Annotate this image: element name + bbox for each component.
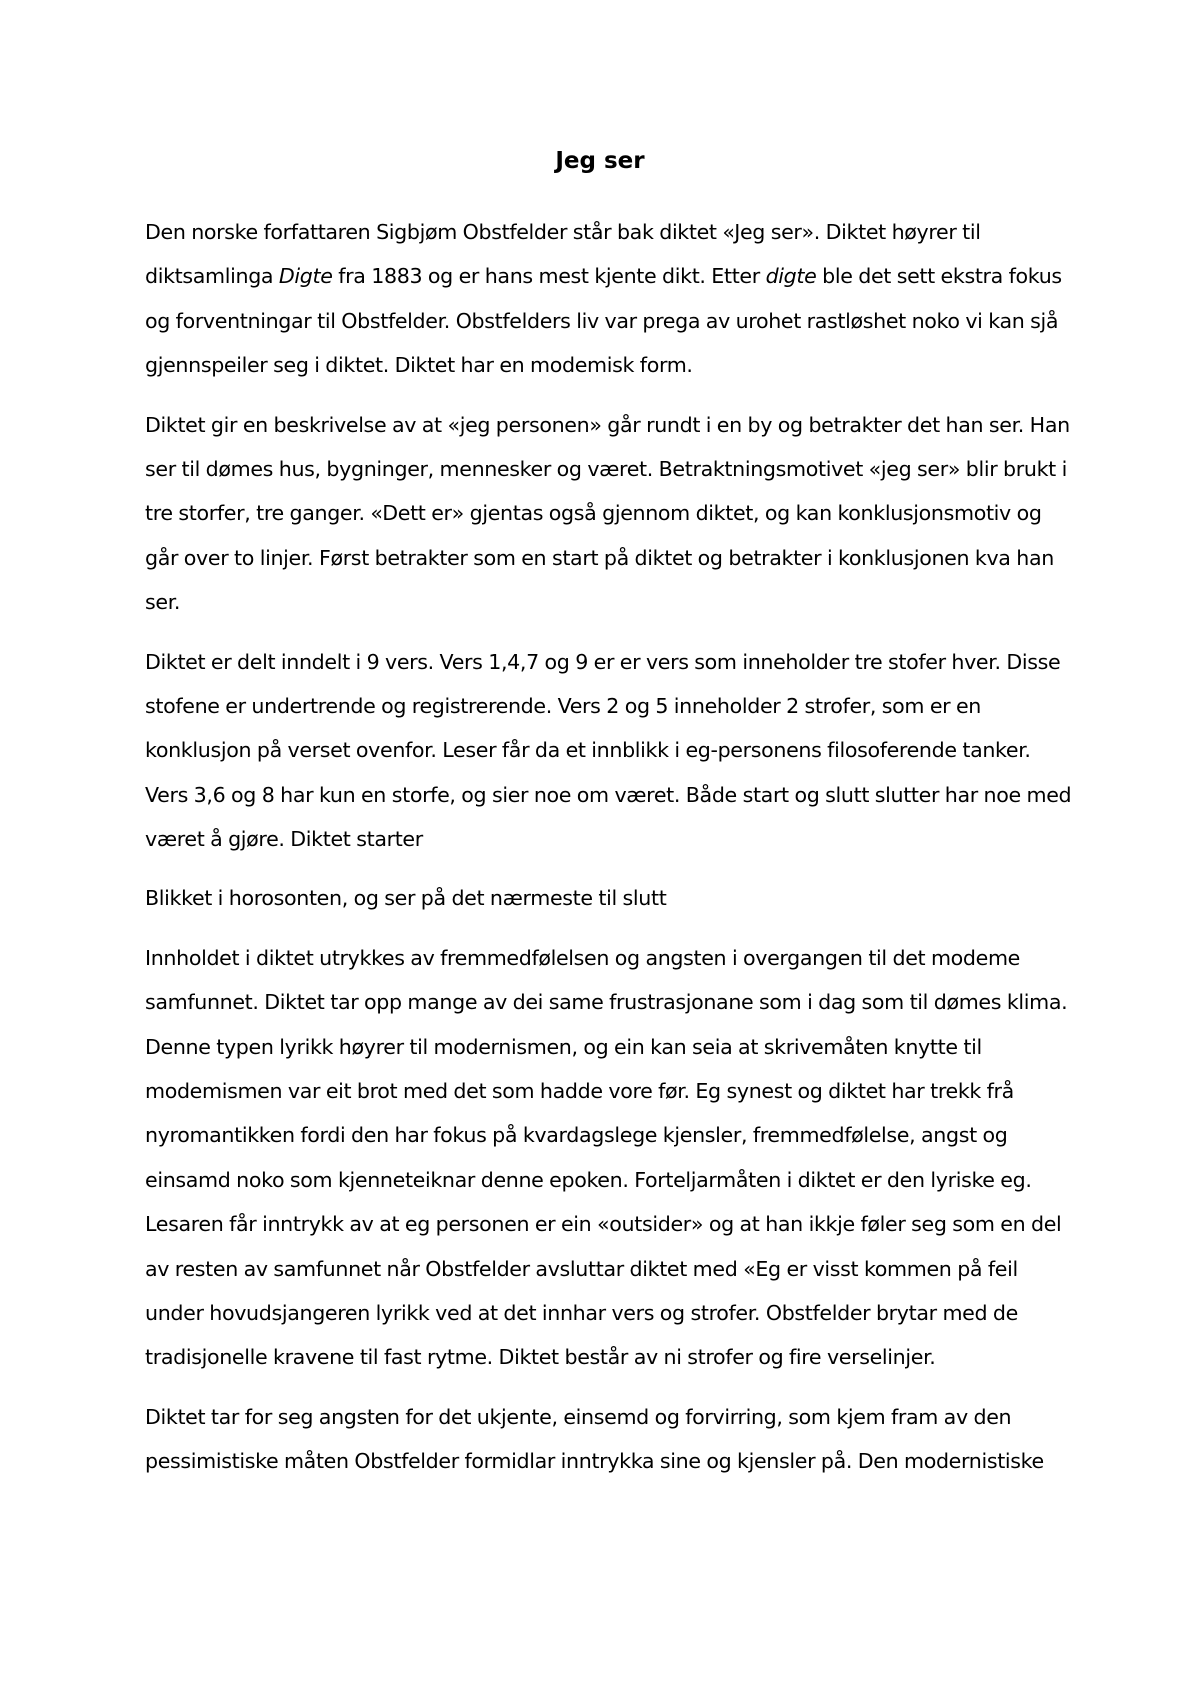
paragraph xyxy=(145,210,1070,388)
text-run: fra 1883 og er hans mest kjente dikt. Etter xyxy=(332,264,766,289)
text-line xyxy=(145,447,1070,491)
text-run: Denne typen lyrikk høyrer til modernismen, og ein kan seia at skrivemåten knytte til xyxy=(145,1034,982,1059)
text-line xyxy=(145,1113,1070,1157)
text-line xyxy=(145,343,1070,387)
text-run: tradisjonelle kravene til fast rytme. Diktet består av ni strofer og fire verselinjer. xyxy=(145,1345,936,1370)
text-line xyxy=(145,876,1070,920)
text-run: og forventningar til Obstfelder. Obstfelders liv var prega av urohet rastløshet noko vi kan sjå xyxy=(145,308,1059,333)
text-line xyxy=(145,536,1070,580)
text-run: nyromantikken fordi den har fokus på kvardagslege kjensler, fremmedfølelse, angst og xyxy=(145,1123,1008,1148)
text-run: Innholdet i diktet utrykkes av fremmedfølelsen og angsten i overgangen til det modeme xyxy=(145,945,1020,970)
paragraph xyxy=(145,936,1070,1380)
text-line xyxy=(145,980,1070,1024)
italic-title: digte xyxy=(765,264,817,289)
paragraph xyxy=(145,1395,1070,1484)
text-run: diktsamlinga xyxy=(145,264,279,289)
text-line xyxy=(145,1158,1070,1202)
text-run: samfunnet. Diktet tar opp mange av dei same frustrasjonane som i dag som til dømes klima. xyxy=(145,990,1068,1015)
paragraph xyxy=(145,876,1070,920)
text-run: under hovudsjangeren lyrikk ved at det innhar vers og strofer. Obstfelder brytar med de xyxy=(145,1300,1018,1325)
text-line xyxy=(145,254,1070,298)
text-run: einsamd noko som kjenneteiknar denne epoken. Forteljarmåten i diktet er den lyriske eg. xyxy=(145,1167,1032,1192)
text-run: modemismen var eit brot med det som hadde vore før. Eg synest og diktet har trekk frå xyxy=(145,1079,1014,1104)
text-run: Vers 3,6 og 8 har kun en storfe, og sier noe om været. Både start og slutt slutter har noe med xyxy=(145,782,1072,807)
text-line xyxy=(145,728,1070,772)
text-line xyxy=(145,1335,1070,1379)
text-line xyxy=(145,684,1070,728)
text-line xyxy=(145,1247,1070,1291)
text-run: pessimistiske måten Obstfelder formidlar inntrykka sine og kjensler på. Den modernistiske xyxy=(145,1449,1044,1474)
text-run: stofene er undertrende og registrerende. Vers 2 og 5 inneholder 2 strofer, som er en xyxy=(145,693,981,718)
text-run: gjennspeiler seg i diktet. Diktet har en modemisk form. xyxy=(145,353,693,378)
text-line xyxy=(145,1439,1070,1483)
text-run: ser til dømes hus, bygninger, mennesker og været. Betraktningsmotivet «jeg ser» blir brukt i xyxy=(145,456,1067,481)
text-run: Diktet tar for seg angsten for det ukjente, einsemd og forvirring, som kjem fram av den xyxy=(145,1404,1012,1429)
text-line xyxy=(145,1291,1070,1335)
text-line xyxy=(145,817,1070,861)
text-line xyxy=(145,1025,1070,1069)
text-run: Lesaren får inntrykk av at eg personen er ein «outsider» og at han ikkje føler seg som en del xyxy=(145,1212,1062,1237)
text-line xyxy=(145,403,1070,447)
text-run: tre storfer, tre ganger. «Dett er» gjentas også gjennom diktet, og kan konklusjonsmotiv og xyxy=(145,501,1042,526)
text-line xyxy=(145,491,1070,535)
text-line xyxy=(145,299,1070,343)
text-line xyxy=(145,936,1070,980)
text-run: av resten av samfunnet når Obstfelder avsluttar diktet med «Eg er visst kommen på feil xyxy=(145,1256,1018,1281)
text-run: konklusjon på verset ovenfor. Leser får da et innblikk i eg-personens filosoferende tanker. xyxy=(145,738,1031,763)
paragraph xyxy=(145,640,1070,862)
text-line xyxy=(145,210,1070,254)
text-line xyxy=(145,1069,1070,1113)
paragraph xyxy=(145,403,1070,625)
text-run: Blikket i horosonten, og ser på det nærmeste til slutt xyxy=(145,886,667,911)
text-line xyxy=(145,640,1070,684)
text-run: Diktet er delt inndelt i 9 vers. Vers 1,4,7 og 9 er er vers som inneholder tre stofer hver. Disse xyxy=(145,649,1061,674)
text-line xyxy=(145,773,1070,817)
text-run: går over to linjer. Først betrakter som en start på diktet og betrakter i konklusjonen kva han xyxy=(145,545,1054,570)
text-line xyxy=(145,1202,1070,1246)
text-run: ble det sett ekstra fokus xyxy=(816,264,1062,289)
text-run: været å gjøre. Diktet starter xyxy=(145,827,423,852)
text-line xyxy=(145,580,1070,624)
document-title: Jeg ser xyxy=(555,148,645,174)
text-run: Diktet gir en beskrivelse av at «jeg personen» går rundt i en by og betrakter det han ser. Han xyxy=(145,412,1070,437)
text-run: Den norske forfattaren Sigbjøm Obstfelder står bak diktet «Jeg ser». Diktet høyrer til xyxy=(145,220,981,244)
text-run: ser. xyxy=(145,590,181,615)
document-body xyxy=(145,210,1070,1499)
italic-title: Digte xyxy=(278,264,333,289)
text-line xyxy=(145,1395,1070,1439)
